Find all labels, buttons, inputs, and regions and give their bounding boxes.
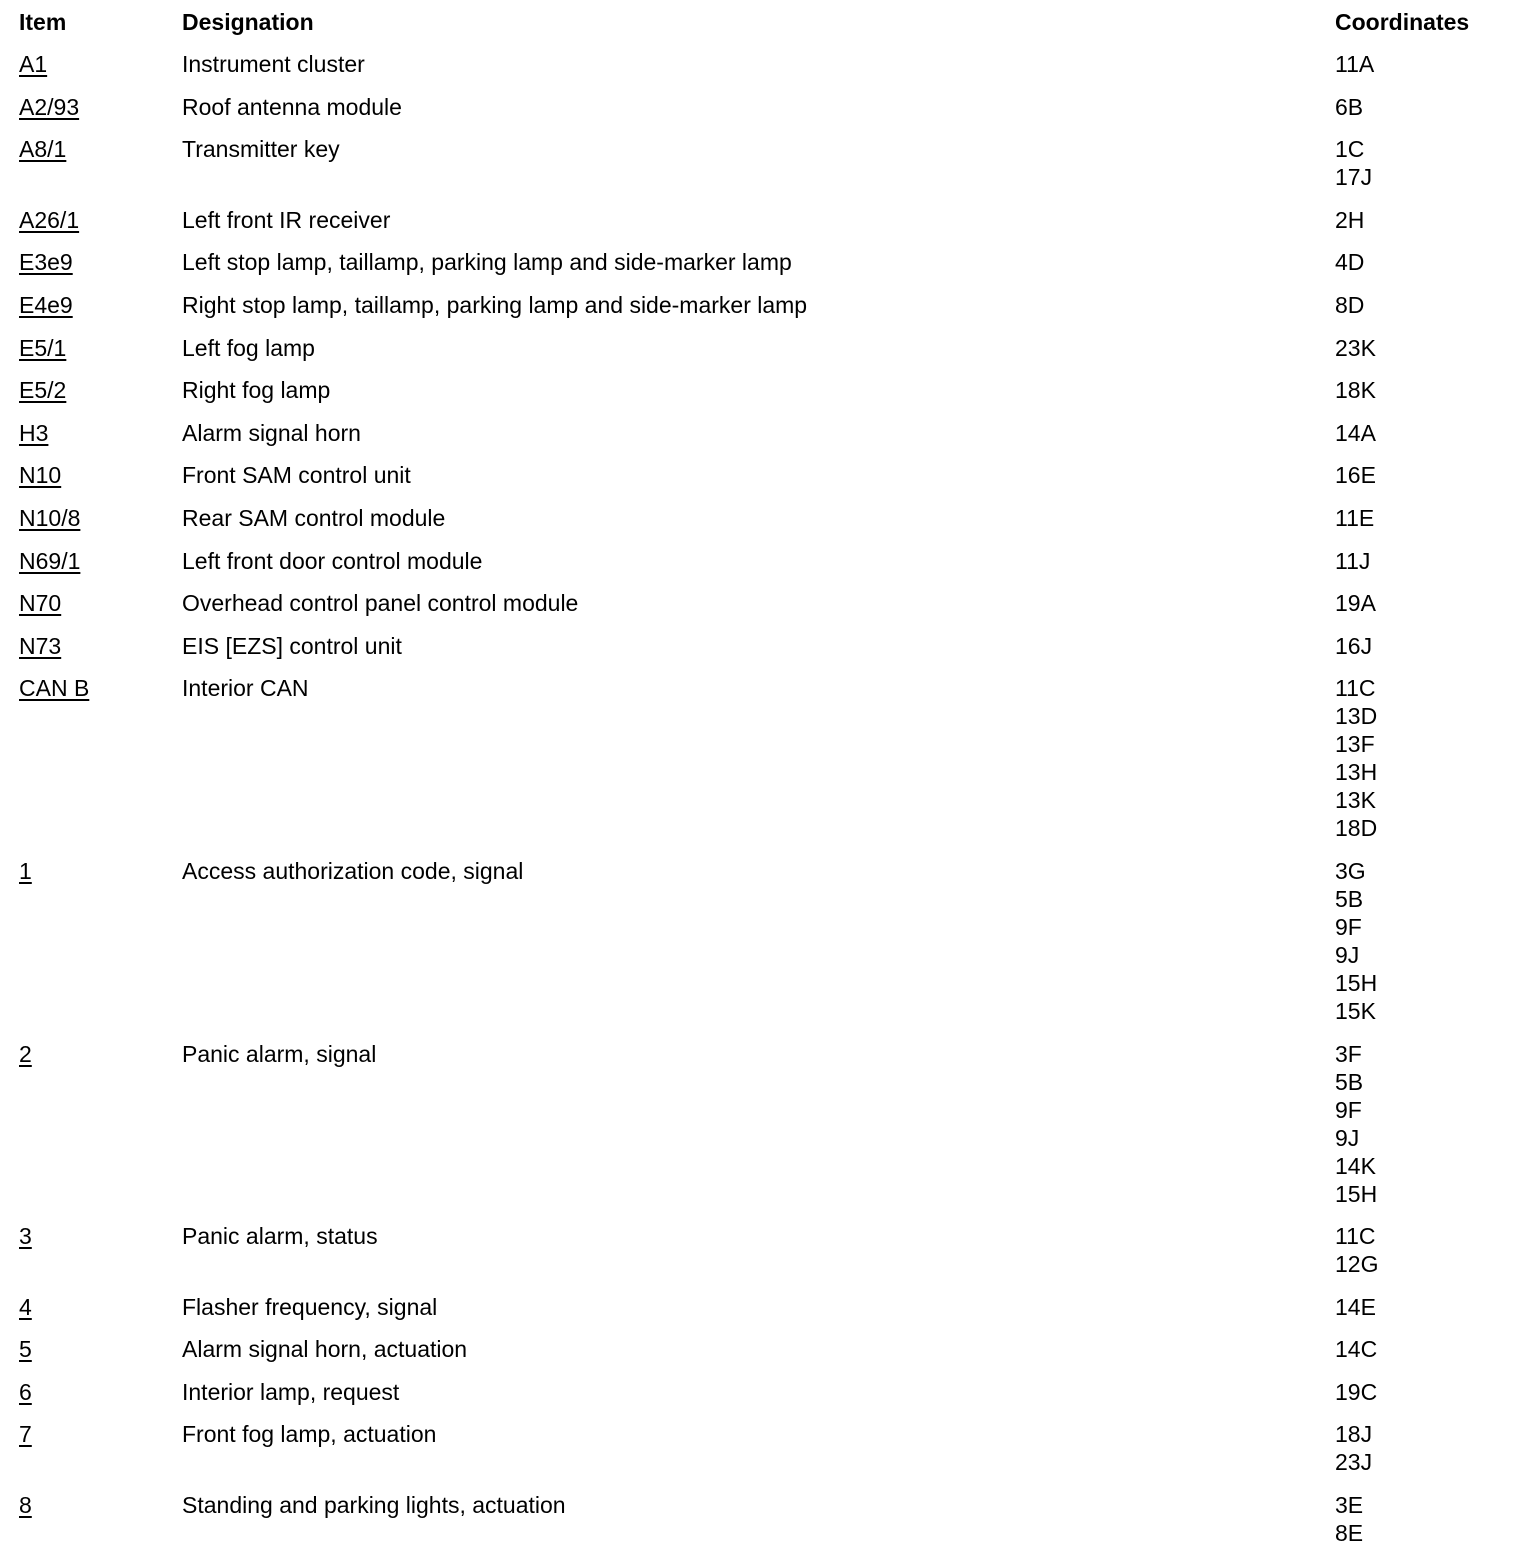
coordinates-cell xyxy=(1335,504,1520,532)
coordinate-value: 18D xyxy=(1335,815,1378,842)
coordinate-value: 13D xyxy=(1335,703,1378,730)
coordinate-value: 14A xyxy=(1335,419,1376,446)
designation-cell: Left fog lamp xyxy=(182,334,315,361)
table-row xyxy=(0,1038,1520,1221)
item-cell xyxy=(0,50,182,78)
coordinate-value: 23K xyxy=(1335,334,1376,361)
designation-cell: Front SAM control unit xyxy=(182,462,411,489)
item-cell xyxy=(0,1222,182,1250)
coordinate-value: 14K xyxy=(1335,1152,1376,1179)
item-link[interactable]: H3 xyxy=(19,419,49,446)
table-row xyxy=(0,1333,1520,1376)
coordinates-cell xyxy=(1335,589,1520,617)
coordinate-value: 11C xyxy=(1335,675,1376,702)
coordinates-cell xyxy=(1335,1420,1520,1476)
item-link[interactable]: CAN B xyxy=(19,675,90,702)
item-link[interactable]: 7 xyxy=(19,1421,32,1448)
coordinate-value: 3F xyxy=(1335,1040,1362,1067)
coordinates-cell xyxy=(1335,1378,1520,1406)
item-cell xyxy=(0,1293,182,1321)
coordinate-value: 2H xyxy=(1335,206,1365,233)
coordinate-value: 4D xyxy=(1335,249,1365,276)
coordinates-cell xyxy=(1335,248,1520,276)
coordinate-value: 8D xyxy=(1335,291,1365,318)
coordinate-value: 18J xyxy=(1335,1421,1373,1448)
coordinate-value: 13K xyxy=(1335,787,1376,814)
item-cell xyxy=(0,419,182,447)
designation-cell: Right stop lamp, taillamp, parking lamp and side-marker lamp xyxy=(182,291,808,318)
coordinates-cell xyxy=(1335,461,1520,489)
table-row xyxy=(0,246,1520,289)
designation-cell: Standing and parking lights, actuation xyxy=(182,1492,566,1519)
designation-cell: Alarm signal horn xyxy=(182,419,361,446)
coordinate-value: 15H xyxy=(1335,1180,1378,1207)
table-row xyxy=(0,289,1520,332)
table-row xyxy=(0,545,1520,588)
item-link[interactable]: A2/93 xyxy=(19,93,80,120)
item-link[interactable]: E5/1 xyxy=(19,334,67,361)
coordinates-cell xyxy=(1335,135,1520,191)
table-row xyxy=(0,855,1520,1038)
item-link[interactable]: A8/1 xyxy=(19,136,67,163)
designation-cell: Rear SAM control module xyxy=(182,504,446,531)
coordinate-value: 13H xyxy=(1335,759,1378,786)
table-row xyxy=(0,1220,1520,1291)
coordinate-value: 17J xyxy=(1335,164,1373,191)
designation-cell: Transmitter key xyxy=(182,136,340,163)
column-header-designation: Designation xyxy=(182,9,314,35)
item-link[interactable]: A1 xyxy=(19,51,48,77)
coordinate-value: 5B xyxy=(1335,1068,1364,1095)
coordinate-value: 9J xyxy=(1335,941,1360,968)
item-cell xyxy=(0,291,182,319)
item-link[interactable]: 6 xyxy=(19,1378,32,1405)
designation-cell: Access authorization code, signal xyxy=(182,857,524,884)
designation-cell: Overhead control panel control module xyxy=(182,590,579,617)
item-cell xyxy=(0,1040,182,1068)
coordinates-cell xyxy=(1335,50,1520,78)
designation-cell: Alarm signal horn, actuation xyxy=(182,1336,468,1363)
item-link[interactable]: N69/1 xyxy=(19,547,81,574)
coordinate-value: 6B xyxy=(1335,93,1364,120)
item-link[interactable]: 2 xyxy=(19,1040,32,1067)
item-link[interactable]: E4e9 xyxy=(19,291,73,318)
coordinates-cell xyxy=(1335,1040,1520,1208)
table-row xyxy=(0,587,1520,630)
designation-cell: Left front door control module xyxy=(182,547,483,574)
coordinate-value: 15K xyxy=(1335,997,1376,1024)
table-row xyxy=(0,1291,1520,1334)
coordinates-cell xyxy=(1335,1491,1520,1547)
coordinates-cell xyxy=(1335,291,1520,319)
coordinate-value: 11A xyxy=(1335,51,1375,77)
coordinates-cell xyxy=(1335,1293,1520,1321)
coordinates-cell xyxy=(1335,1335,1520,1363)
designation-cell: Front fog lamp, actuation xyxy=(182,1421,437,1448)
table-row xyxy=(0,48,1520,91)
table-row xyxy=(0,1418,1520,1489)
coordinates-cell xyxy=(1335,93,1520,121)
coordinate-value: 3E xyxy=(1335,1492,1364,1519)
table-row xyxy=(0,204,1520,247)
designation-cell: EIS [EZS] control unit xyxy=(182,632,402,659)
item-cell xyxy=(0,1491,182,1519)
item-cell xyxy=(0,589,182,617)
coordinate-value: 14E xyxy=(1335,1293,1376,1320)
designation-cell: Panic alarm, signal xyxy=(182,1040,377,1067)
item-cell xyxy=(0,93,182,121)
coordinates-cell xyxy=(1335,674,1520,842)
coordinate-value: 15H xyxy=(1335,969,1378,996)
coordinate-value: 1C xyxy=(1335,136,1365,163)
coordinate-value: 14C xyxy=(1335,1336,1378,1363)
column-header-coordinates: Coordinates xyxy=(1335,9,1470,35)
item-cell xyxy=(0,504,182,532)
table-row xyxy=(0,417,1520,460)
table-row xyxy=(0,133,1520,204)
coordinate-value: 23J xyxy=(1335,1449,1373,1476)
item-cell xyxy=(0,1335,182,1363)
designation-cell: Instrument cluster xyxy=(182,51,365,77)
table-row xyxy=(0,91,1520,134)
item-link[interactable]: 5 xyxy=(19,1336,32,1363)
designation-cell: Right fog lamp xyxy=(182,377,331,404)
coordinate-value: 16J xyxy=(1335,632,1373,659)
coordinate-value: 11J xyxy=(1335,547,1371,574)
table-row xyxy=(0,332,1520,375)
designation-cell: Interior lamp, request xyxy=(182,1378,400,1405)
item-cell xyxy=(0,547,182,575)
coordinates-cell xyxy=(1335,419,1520,447)
coordinate-value: 5B xyxy=(1335,885,1364,912)
designation-cell: Roof antenna module xyxy=(182,93,402,120)
item-cell xyxy=(0,1378,182,1406)
column-header-item: Item xyxy=(19,9,67,35)
item-cell xyxy=(0,135,182,163)
item-cell xyxy=(0,1420,182,1448)
item-link[interactable]: N70 xyxy=(19,590,62,617)
item-cell xyxy=(0,206,182,234)
coordinates-cell xyxy=(1335,206,1520,234)
table-row xyxy=(0,374,1520,417)
item-link[interactable]: A26/1 xyxy=(19,206,80,233)
coordinate-value: 8E xyxy=(1335,1520,1364,1547)
coordinate-value: 19C xyxy=(1335,1378,1378,1405)
table-body xyxy=(0,48,1520,1560)
coordinate-value: 12G xyxy=(1335,1251,1379,1278)
designation-cell: Left stop lamp, taillamp, parking lamp and side-marker lamp xyxy=(182,249,792,276)
item-cell xyxy=(0,857,182,885)
coordinate-value: 13F xyxy=(1335,731,1375,758)
designation-cell: Interior CAN xyxy=(182,675,309,702)
item-cell xyxy=(0,376,182,404)
coordinate-value: 18K xyxy=(1335,377,1376,404)
coordinate-value: 16E xyxy=(1335,462,1376,489)
coordinate-value: 9F xyxy=(1335,913,1362,940)
item-cell xyxy=(0,632,182,660)
coordinates-cell xyxy=(1335,1222,1520,1278)
item-link[interactable]: 4 xyxy=(19,1293,32,1320)
item-cell xyxy=(0,248,182,276)
coordinate-value: 11C xyxy=(1335,1223,1376,1250)
item-cell xyxy=(0,674,182,702)
item-cell xyxy=(0,334,182,362)
coordinates-cell xyxy=(1335,334,1520,362)
item-link[interactable]: E3e9 xyxy=(19,249,73,276)
coordinates-cell xyxy=(1335,547,1520,575)
coordinates-cell xyxy=(1335,632,1520,660)
coordinate-value: 9F xyxy=(1335,1096,1362,1123)
table-row xyxy=(0,459,1520,502)
item-link[interactable]: N10 xyxy=(19,462,62,489)
designation-cell: Left front IR receiver xyxy=(182,206,391,233)
coordinate-value: 3G xyxy=(1335,857,1366,884)
table-row xyxy=(0,672,1520,855)
coordinates-cell xyxy=(1335,857,1520,1025)
table-row xyxy=(0,1489,1520,1560)
item-link[interactable]: 3 xyxy=(19,1223,32,1250)
table-header-row xyxy=(0,6,1520,48)
item-link[interactable]: E5/2 xyxy=(19,377,67,404)
coordinates-cell xyxy=(1335,376,1520,404)
designation-cell: Flasher frequency, signal xyxy=(182,1293,438,1320)
table-row xyxy=(0,630,1520,673)
item-link[interactable]: N73 xyxy=(19,632,62,659)
item-link[interactable]: 8 xyxy=(19,1492,32,1519)
designation-cell: Panic alarm, status xyxy=(182,1223,378,1250)
coordinate-value: 11E xyxy=(1335,504,1375,531)
item-link[interactable]: N10/8 xyxy=(19,504,81,531)
coordinate-value: 19A xyxy=(1335,590,1376,617)
coordinate-value: 9J xyxy=(1335,1124,1360,1151)
item-link[interactable]: 1 xyxy=(19,857,32,884)
table-row xyxy=(0,502,1520,545)
item-cell xyxy=(0,461,182,489)
table-row xyxy=(0,1376,1520,1419)
